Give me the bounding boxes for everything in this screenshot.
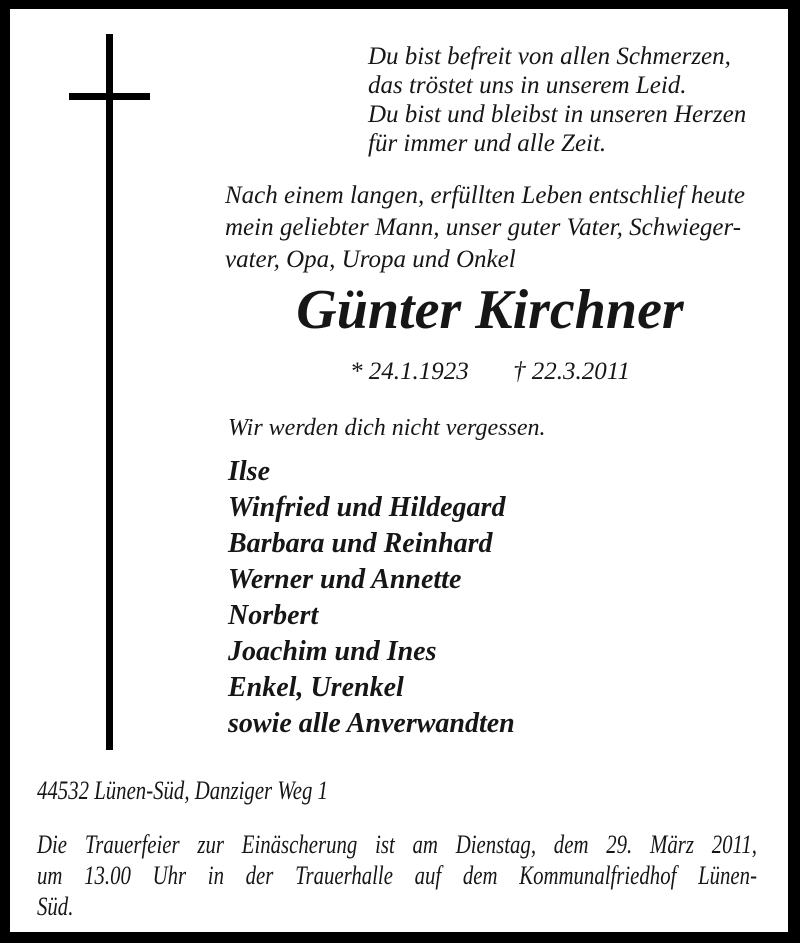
funeral-info-line: um 13.00 Uhr in der Trauerhalle auf dem Kommunalfriedhof Lünen-	[37, 861, 757, 890]
poem-line: für immer und alle Zeit.	[368, 130, 607, 157]
deceased-name: Günter Kirchner	[296, 279, 684, 341]
funeral-info-line: Die Trauerfeier zur Einäscherung ist am Dienstag, dem 29. März 2011,	[37, 830, 757, 859]
mourner-line: Winfried und Hildegard	[228, 492, 506, 523]
mourner-line: Werner und Annette	[228, 564, 462, 595]
intro-line: mein geliebter Mann, unser guter Vater, Schwieger-	[225, 214, 742, 241]
mourner-line: Ilse	[228, 456, 270, 487]
cross-vertical-bar	[106, 34, 113, 750]
cross-horizontal-bar	[69, 93, 150, 100]
address-line: 44532 Lünen-Süd, Danziger Weg 1	[37, 776, 328, 805]
life-dates	[225, 357, 755, 386]
mourning-poem	[368, 42, 746, 158]
mourner-line: sowie alle Anverwandten	[228, 708, 515, 739]
funeral-info-line: Süd.	[37, 892, 74, 921]
bottom-section	[37, 775, 757, 922]
mourners-list	[228, 454, 515, 742]
mourner-line: Enkel, Urenkel	[228, 672, 404, 703]
mourner-line: Norbert	[228, 600, 319, 631]
intro-line: Nach einem langen, erfüllten Leben entschlief heute	[225, 182, 745, 209]
obituary-page	[10, 9, 788, 932]
birth-date: * 24.1.1923	[350, 358, 469, 385]
mourner-line: Joachim und Ines	[228, 636, 437, 667]
poem-line: Du bist und bleibst in unseren Herzen	[368, 101, 747, 128]
poem-line: das tröstet uns in unserem Leid.	[368, 72, 687, 99]
intro-paragraph	[225, 180, 745, 276]
intro-line: vater, Opa, Uropa und Onkel	[225, 246, 516, 273]
funeral-info-paragraph	[37, 829, 757, 922]
death-date: † 22.3.2011	[513, 358, 630, 385]
mourner-line: Barbara und Reinhard	[228, 528, 493, 559]
farewell-text: Wir werden dich nicht vergessen.	[228, 415, 546, 441]
poem-line: Du bist befreit von allen Schmerzen,	[368, 43, 731, 70]
